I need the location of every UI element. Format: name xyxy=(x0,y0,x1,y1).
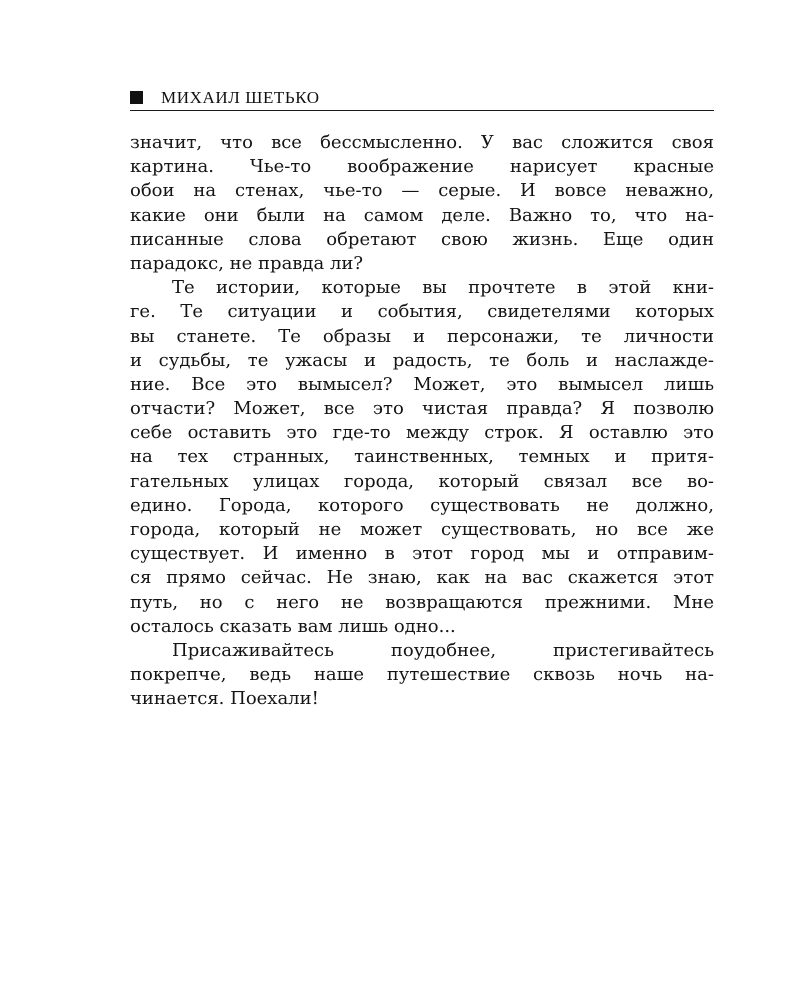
black-square-icon xyxy=(130,91,143,104)
text-line: едино. Города, которого существовать не должно, xyxy=(130,494,714,516)
text-line: Присаживайтесь поудобнее, пристегивайтесь xyxy=(172,639,714,661)
text-line: покрепче, ведь наше путешествие сквозь ночь на- xyxy=(130,664,714,686)
text-line: обои на стенах, чье-то — серые. И вовсе неважно, xyxy=(130,180,714,202)
text-line: и судьбы, те ужасы и радость, те боль и наслажде- xyxy=(130,349,714,371)
text-line: картина. Чье-то воображение нарисует красные xyxy=(130,156,714,178)
text-line: чинается. Поехали! xyxy=(130,688,319,710)
text-line: какие они были на самом деле. Важно то, что на- xyxy=(130,204,714,226)
text-line: существует. И именно в этот город мы и отправим- xyxy=(130,543,714,565)
text-line: на тех странных, таинственных, темных и притя- xyxy=(130,446,714,468)
text-line: ся прямо сейчас. Не знаю, как на вас скажется этот xyxy=(130,567,714,589)
text-line: себе оставить это где-то между строк. Я оставлю это xyxy=(130,422,714,444)
text-line: отчасти? Может, все это чистая правда? Я позволю xyxy=(130,398,714,420)
text-line: ге. Те ситуации и события, свидетелями которых xyxy=(130,301,714,323)
text-line: путь, но с него не возвращаются прежними. Мне xyxy=(130,591,714,613)
text-line: гательных улицах города, который связал все во- xyxy=(130,470,714,492)
text-line: значит, что все бессмысленно. У вас сложится своя xyxy=(130,132,714,153)
text-line: осталось сказать вам лишь одно... xyxy=(130,615,456,637)
text-line: вы станете. Те образы и персонажи, те личности xyxy=(130,325,714,347)
text-line: парадокс, не правда ли? xyxy=(130,252,364,274)
text-line: писанные слова обретают свою жизнь. Еще один xyxy=(130,228,714,250)
text-line: ние. Все это вымысел? Может, это вымысел лишь xyxy=(130,373,714,395)
text-line: города, который не может существовать, но все же xyxy=(130,519,714,540)
author-name: МИХАИЛ ШЕТЬКО xyxy=(161,88,320,107)
text-line: Те истории, которые вы прочтете в этой кни- xyxy=(172,277,714,299)
running-head xyxy=(130,88,714,111)
body-text xyxy=(130,131,714,712)
